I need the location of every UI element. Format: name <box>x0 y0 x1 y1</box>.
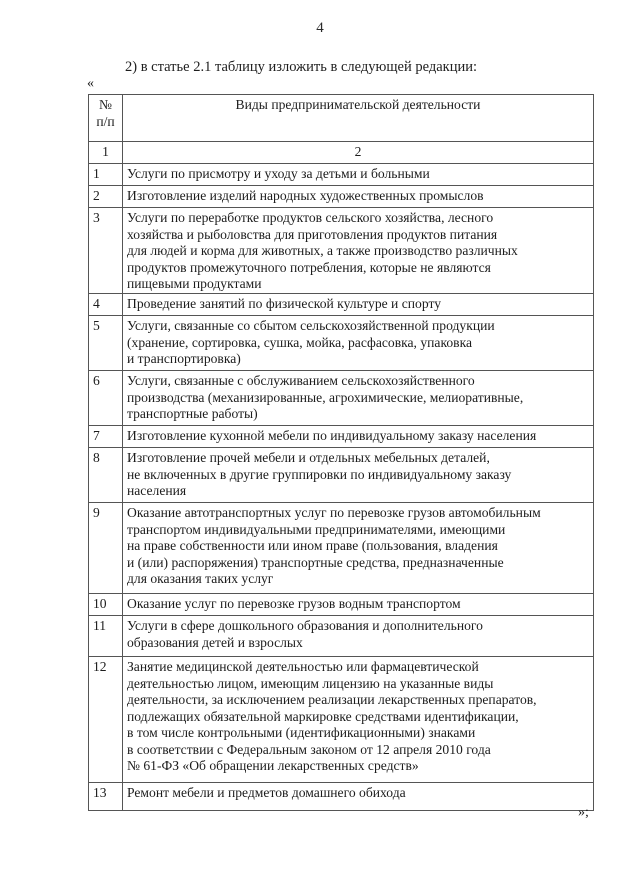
index-cell-2: 2 <box>123 142 594 164</box>
table-row <box>89 208 594 294</box>
table-index-row <box>89 142 594 164</box>
table-row <box>89 594 594 616</box>
row-number: 13 <box>89 783 123 811</box>
header-number-cell <box>89 95 123 142</box>
activity-description: Изготовление изделий народных художественных промыслов <box>123 186 594 208</box>
table-row <box>89 448 594 503</box>
activity-description: Услуги по переработке продуктов сельского хозяйства, лесного хозяйства и рыболовства для приготовления продуктов питания для людей и корма для животных, а также производство различных продуктов промежуточного потребления, которые не являются пищевыми продуктами <box>123 208 594 294</box>
table-row <box>89 657 594 783</box>
activity-description: Ремонт мебели и предметов домашнего обихода <box>123 783 594 811</box>
table-row <box>89 616 594 657</box>
row-number: 2 <box>89 186 123 208</box>
row-number: 3 <box>89 208 123 294</box>
row-number: 4 <box>89 294 123 316</box>
table-row <box>89 783 594 811</box>
row-number: 7 <box>89 426 123 448</box>
activity-description: Изготовление кухонной мебели по индивидуальному заказу населения <box>123 426 594 448</box>
table-row <box>89 426 594 448</box>
activity-description: Услуги, связанные со сбытом сельскохозяйственной продукции (хранение, сортировка, сушка, мойка, расфасовка, упаковка и транспортировка) <box>123 316 594 371</box>
table-body <box>89 95 594 811</box>
table-row <box>89 371 594 426</box>
activities-table <box>88 94 594 811</box>
intro-text: 2) в статье 2.1 таблицу изложить в следующей редакции: <box>125 59 478 75</box>
closing-quote-mark: »; <box>578 805 589 820</box>
header-number-symbol: № <box>99 97 112 112</box>
table-row <box>89 164 594 186</box>
table-row <box>89 294 594 316</box>
activity-description: Услуги в сфере дошкольного образования и дополнительного образования детей и взрослых <box>123 616 594 657</box>
activity-description: Оказание услуг по перевозке грузов водным транспортом <box>123 594 594 616</box>
row-number: 5 <box>89 316 123 371</box>
table-row <box>89 186 594 208</box>
index-cell-1: 1 <box>89 142 123 164</box>
row-number: 6 <box>89 371 123 426</box>
table-header-row <box>89 95 594 142</box>
activity-description: Изготовление прочей мебели и отдельных мебельных деталей, не включенных в другие группировки по индивидуальному заказу населения <box>123 448 594 503</box>
row-number: 11 <box>89 616 123 657</box>
opening-quote-mark: « <box>87 76 94 91</box>
row-number: 10 <box>89 594 123 616</box>
table-row <box>89 503 594 594</box>
row-number: 12 <box>89 657 123 783</box>
row-number: 9 <box>89 503 123 594</box>
header-title-cell: Виды предпринимательской деятельности <box>123 95 594 142</box>
header-number-abbrev: п/п <box>96 113 115 129</box>
activity-description: Услуги по присмотру и уходу за детьми и больными <box>123 164 594 186</box>
row-number: 8 <box>89 448 123 503</box>
table-row <box>89 316 594 371</box>
activity-description: Оказание автотранспортных услуг по перевозке грузов автомобильным транспортом индивидуальными предпринимателями, имеющими на праве собственности или ином праве (пользования, владения и (или) распоряжения) транспортные средства, предназначенные для оказания таких услуг <box>123 503 594 594</box>
activity-description: Услуги, связанные с обслуживанием сельскохозяйственного производства (механизированные, агрохимические, мелиоративные, транспортные работы) <box>123 371 594 426</box>
activity-description: Проведение занятий по физической культуре и спорту <box>123 294 594 316</box>
activity-description: Занятие медицинской деятельностью или фармацевтической деятельностью лицом, имеющим лицензию на указанные виды деятельности, за исключением реализации лекарственных препаратов, подлежащих обязательной маркировке средствами идентификации, в том числе контрольными (идентификационными) знаками в соответствии с Федеральным законом от 12 апреля 2010 года № 61-ФЗ «Об обращении лекарственных средств» <box>123 657 594 783</box>
page-number: 4 <box>316 20 324 36</box>
row-number: 1 <box>89 164 123 186</box>
